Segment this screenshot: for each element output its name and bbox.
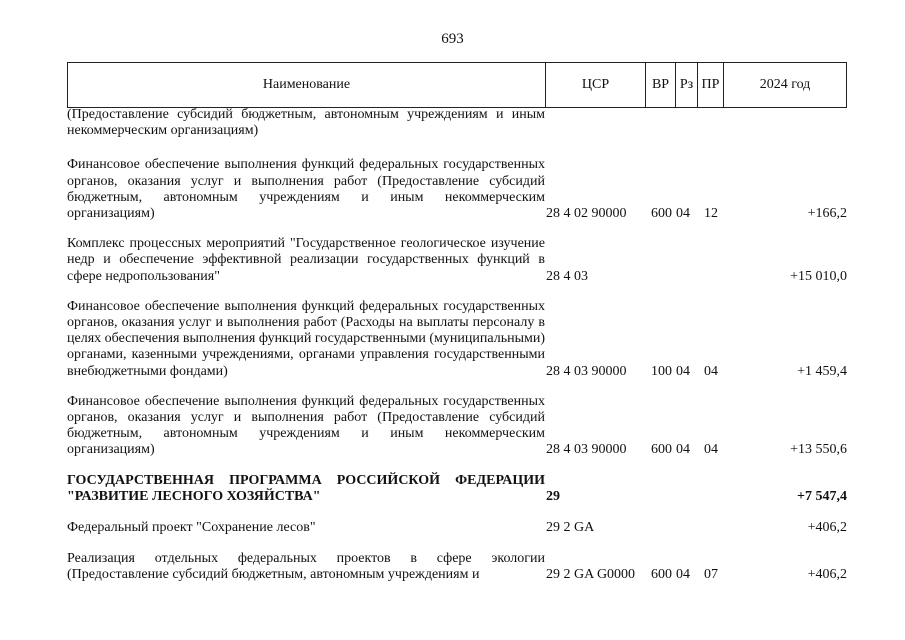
table-row bbox=[67, 299, 847, 380]
table-header bbox=[67, 62, 847, 108]
header-rz: Рз bbox=[676, 63, 698, 107]
row-name: Финансовое обеспечение выполнения функций федеральных государственных органов, оказания услуг и выполнения работ (Предоставление субсидий бюджетным, автономным учреждениям и иным некоммерческим организациям) bbox=[67, 157, 545, 222]
row-vr: 100 bbox=[651, 363, 672, 379]
row-name: ГОСУДАРСТВЕННАЯ ПРОГРАММА РОССИЙСКОЙ ФЕДЕРАЦИИ "РАЗВИТИЕ ЛЕСНОГО ХОЗЯЙСТВА" bbox=[67, 472, 545, 504]
row-csr: 29 bbox=[546, 488, 560, 504]
row-name: Федеральный проект "Сохранение лесов" bbox=[67, 520, 316, 536]
row-rz: 04 bbox=[676, 206, 690, 222]
header-pr: ПР bbox=[698, 63, 724, 107]
table-row bbox=[67, 157, 847, 222]
row-csr: 28 4 03 bbox=[546, 268, 588, 284]
row-pr: 04 bbox=[704, 363, 718, 379]
row-amount: +15 010,0 bbox=[790, 268, 847, 284]
row-amount: +13 550,6 bbox=[790, 442, 847, 458]
row-pr: 07 bbox=[704, 567, 718, 583]
row-csr: 29 2 GA bbox=[546, 520, 595, 536]
header-year: 2024 год bbox=[759, 77, 811, 92]
row-name: (Предоставление субсидий бюджетным, автономным учреждениям и иным некоммерческим организациям) bbox=[67, 107, 545, 139]
row-amount: +7 547,4 bbox=[797, 488, 847, 504]
table-body bbox=[67, 107, 847, 584]
table-row bbox=[67, 520, 847, 536]
table-row bbox=[67, 394, 847, 459]
row-amount: +406,2 bbox=[807, 520, 847, 536]
table-row bbox=[67, 551, 847, 583]
row-pr: 12 bbox=[704, 206, 718, 222]
row-name: Финансовое обеспечение выполнения функций федеральных государственных органов, оказания услуг и выполнения работ (Предоставление субсидий бюджетным, автономным учреждениям и иным некоммерческим организациям) bbox=[67, 393, 545, 458]
table-row bbox=[67, 236, 847, 285]
row-csr: 28 4 02 90000 bbox=[546, 206, 627, 222]
row-vr: 600 bbox=[651, 567, 672, 583]
header-csr: ЦСР bbox=[546, 63, 646, 107]
row-amount: +1 459,4 bbox=[797, 363, 847, 379]
row-vr: 600 bbox=[651, 442, 672, 458]
row-rz: 04 bbox=[676, 442, 690, 458]
row-pr: 04 bbox=[704, 442, 718, 458]
row-name: Комплекс процессных мероприятий "Государственное геологическое изучение недр и обеспечение эффективной реализации государственных функций в сфере недропользования" bbox=[67, 236, 545, 284]
row-amount: +166,2 bbox=[807, 206, 847, 222]
row-rz: 04 bbox=[676, 363, 690, 379]
row-name: Финансовое обеспечение выполнения функций федеральных государственных органов, оказания услуг и выполнения работ (Расходы на выплаты персоналу в целях обеспечения выполнения функций государственными (муниципальными) органами, казенными учреждениями, органами управления государственными внебюджетными фондами) bbox=[67, 298, 545, 379]
row-amount: +406,2 bbox=[807, 567, 847, 583]
page-number: 693 bbox=[441, 31, 464, 47]
table-row bbox=[67, 473, 847, 505]
row-csr: 29 2 GA G0000 bbox=[546, 567, 636, 583]
header-vr: ВР bbox=[646, 63, 676, 107]
header-name: Наименование bbox=[68, 63, 546, 107]
row-vr: 600 bbox=[651, 206, 672, 222]
row-csr: 28 4 03 90000 bbox=[546, 363, 627, 379]
table-row bbox=[67, 107, 847, 139]
row-csr: 28 4 03 90000 bbox=[546, 442, 627, 458]
row-name: Реализация отдельных федеральных проектов в сфере экологии (Предоставление субсидий бюджетным, автономным учреждениям и bbox=[67, 551, 545, 583]
row-rz: 04 bbox=[676, 567, 690, 583]
